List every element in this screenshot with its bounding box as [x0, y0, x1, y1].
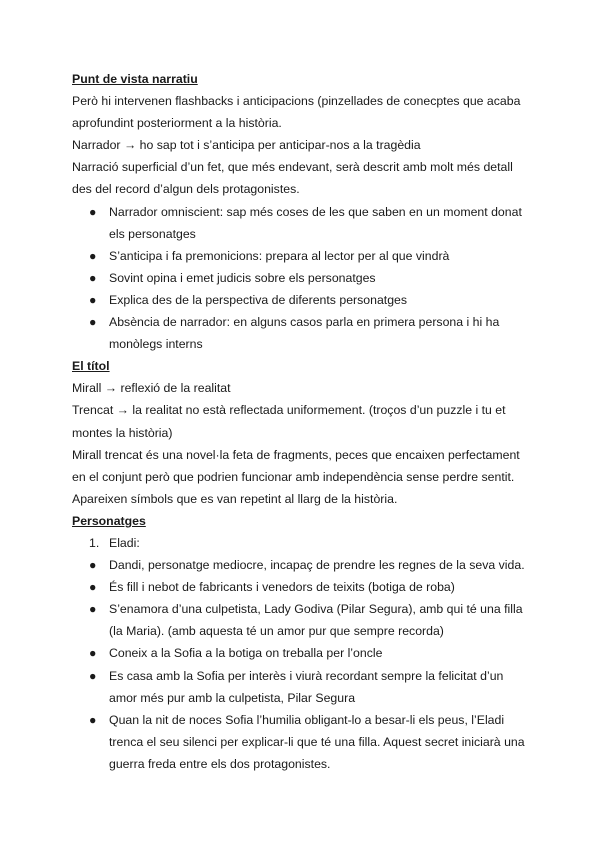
list-item-text: guerra freda entre els dos protagonistes. [109, 756, 331, 771]
list-item-text: Quan la nit de noces Sofia l’humilia obligant-lo a besar-li els peus, l’Eladi [109, 712, 505, 727]
numbered-item-label: Eladi: [109, 535, 140, 550]
list-item [72, 245, 532, 267]
bullet-icon: ● [89, 580, 97, 595]
list-item-text: amor més pur amb la culpetista, Pilar Segura [109, 690, 356, 705]
list-item-text: S’anticipa i fa premonicions: prepara al lector per al que vindrà [109, 248, 450, 263]
paragraph-line: Mirall → reflexió de la realitat [72, 381, 231, 396]
paragraph-line: Narrador → ho sap tot i s’anticipa per anticipar-nos a la tragèdia [72, 138, 421, 153]
section-heading-personatges: Personatges [72, 513, 146, 528]
bullet-icon: ● [89, 558, 97, 573]
paragraph-line: Narració superficial d’un fet, que més endevant, serà descrit amb molt més detall [72, 160, 513, 175]
section-heading-el-titol: El títol [72, 359, 110, 374]
list-item [72, 709, 532, 775]
paragraph-line: Mirall trencat és una novel·la feta de fragments, peces que encaixen perfectament [72, 447, 520, 462]
bullet-list-eladi [72, 554, 532, 775]
list-item-text: S’enamora d’una culpetista, Lady Godiva (Pilar Segura), amb qui té una filla [109, 602, 523, 617]
paragraph-line: Apareixen símbols que es van repetint al llarg de la història. [72, 491, 398, 506]
list-item [72, 311, 532, 355]
paragraph-line: en el conjunt però que podrien funcionar amb independència sense perdre sentit. [72, 469, 515, 484]
list-item-text: Narrador omniscient: sap més coses de les que saben en un moment donat [109, 204, 522, 219]
bullet-icon: ● [89, 204, 97, 219]
bullet-icon: ● [89, 602, 97, 617]
list-number: 1. [89, 535, 100, 550]
bullet-icon: ● [89, 712, 97, 727]
bullet-icon: ● [89, 292, 97, 307]
numbered-item-eladi [72, 532, 532, 554]
paragraph-line: Però hi intervenen flashbacks i anticipacions (pinzellades de conecptes que acaba [72, 94, 521, 109]
list-item [72, 289, 532, 311]
paragraph-line: Trencat → la realitat no està reflectada uniformement. (troços d’un puzzle i tu et [72, 403, 506, 418]
list-item-text: trenca el seu silenci per explicar-li que té una filla. Aquest secret iniciarà una [109, 734, 525, 749]
bullet-list-narrador [72, 201, 532, 356]
bullet-icon: ● [89, 315, 97, 330]
bullet-icon: ● [89, 646, 97, 661]
list-item-text: Explica des de la perspectiva de diferents personatges [109, 292, 408, 307]
paragraph-line: des del record d’algun dels protagonistes. [72, 182, 300, 197]
document-body [72, 68, 532, 775]
list-item-text: Coneix a la Sofia a la botiga on treballa per l’oncle [109, 646, 383, 661]
bullet-icon: ● [89, 668, 97, 683]
list-item-text: Dandi, personatge mediocre, incapaç de prendre les regnes de la seva vida. [109, 558, 525, 573]
section-heading-punt-de-vista: Punt de vista narratiu [72, 72, 198, 86]
list-item [72, 576, 532, 598]
list-item [72, 598, 532, 642]
list-item [72, 665, 532, 709]
list-item-text: Sovint opina i emet judicis sobre els personatges [109, 270, 376, 285]
list-item-text: Absència de narrador: en alguns casos parla en primera persona i hi ha [109, 315, 500, 330]
list-item-text: els personatges [109, 226, 196, 241]
list-item-text: (la Maria). (amb aquesta té un amor pur que sempre recorda) [109, 624, 444, 639]
bullet-icon: ● [89, 270, 97, 285]
paragraph-line: montes la història) [72, 425, 173, 440]
paragraph-line: aprofundint posteriorment a la història. [72, 116, 282, 131]
list-item-text: monòlegs interns [109, 337, 203, 352]
bullet-icon: ● [89, 248, 97, 263]
list-item [72, 267, 532, 289]
list-item-text: Es casa amb la Sofia per interès i viurà recordant sempre la felicitat d’un [109, 668, 504, 683]
list-item [72, 554, 532, 576]
list-item [72, 201, 532, 245]
list-item-text: És fill i nebot de fabricants i venedors de teixits (botiga de roba) [109, 580, 455, 595]
list-item [72, 642, 532, 664]
